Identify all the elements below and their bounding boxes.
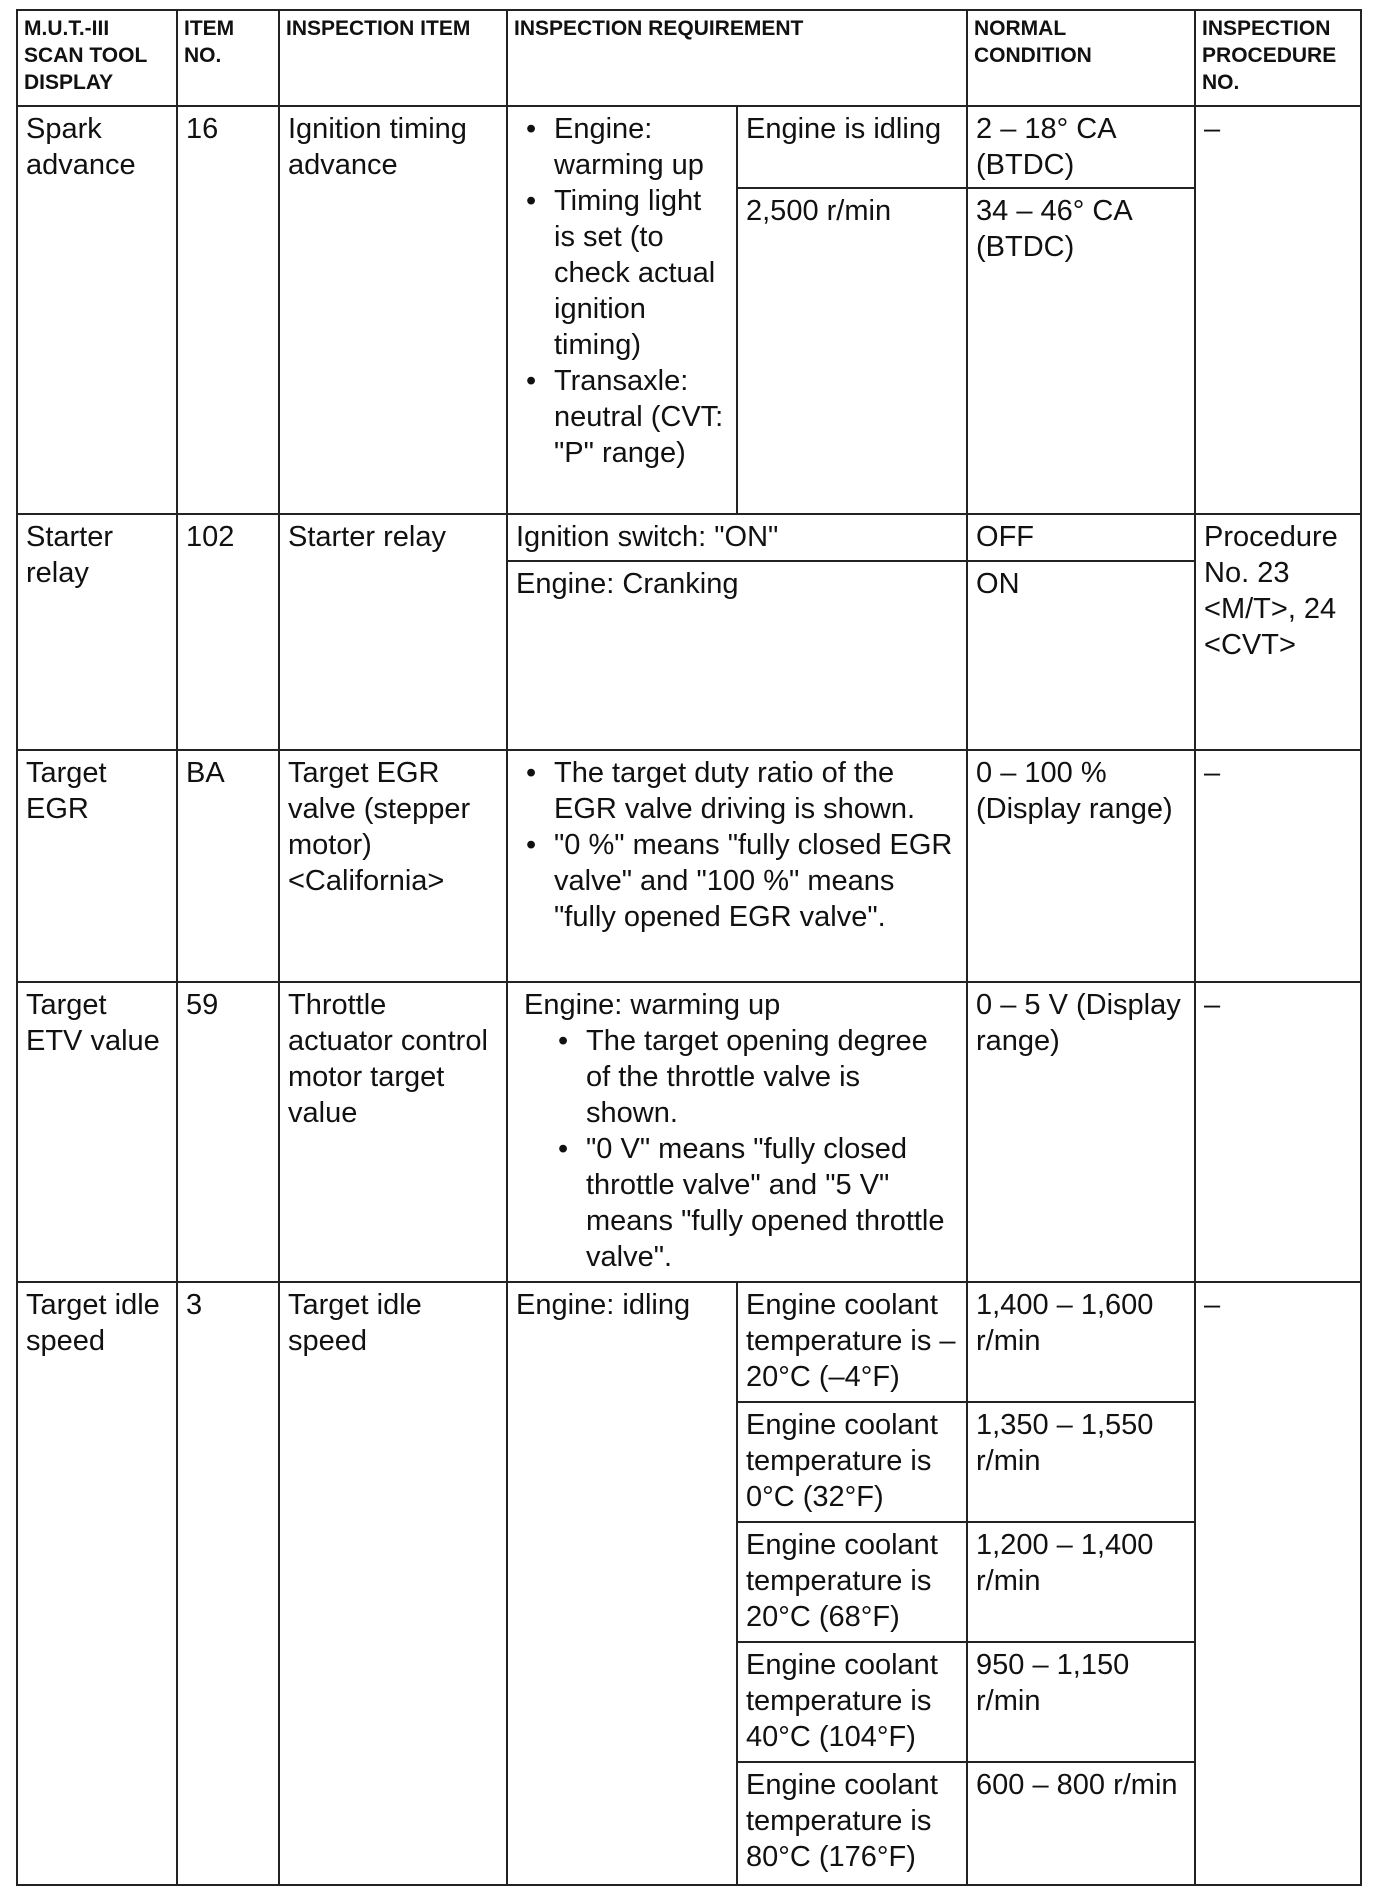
header-procedure: INSPECTION PROCEDURE NO. <box>1195 10 1361 106</box>
list-item: • The target opening degree of the throttle valve is shown. <box>586 1023 958 1131</box>
idle-requirement: Engine: idling <box>507 1282 737 1885</box>
egr-condition: 0 – 100 % (Display range) <box>967 750 1195 982</box>
table-row <box>17 514 1361 561</box>
starter-item-no: 102 <box>177 514 279 750</box>
inspection-table <box>16 9 1362 1886</box>
idle-procedure: – <box>1195 1282 1361 1885</box>
idle-display: Target idle speed <box>17 1282 177 1885</box>
egr-display: Target EGR <box>17 750 177 982</box>
header-requirement: INSPECTION REQUIREMENT <box>507 10 967 106</box>
starter-requirement-1: Ignition switch: "ON" <box>507 514 967 561</box>
egr-bullet-list <box>516 755 958 935</box>
list-item: • Engine: warming up <box>554 111 728 183</box>
header-display: M.U.T.-III SCAN TOOL DISPLAY <box>17 10 177 106</box>
spark-sub-condition-2: 2,500 r/min <box>737 188 967 514</box>
spark-requirement <box>507 106 737 514</box>
idle-item-no: 3 <box>177 1282 279 1885</box>
etv-item-no: 59 <box>177 982 279 1282</box>
spark-item-no: 16 <box>177 106 279 514</box>
list-item: • "0 V" means "fully closed throttle valve" and "5 V" means "fully opened throttle valve". <box>586 1131 958 1275</box>
idle-normal-condition: 1,350 – 1,550 r/min <box>967 1402 1195 1522</box>
idle-sub-condition: Engine coolant temperature is 20°C (68°F) <box>737 1522 967 1642</box>
etv-requirement-head: Engine: warming up <box>524 989 781 1021</box>
header-row <box>17 10 1361 106</box>
egr-requirement <box>507 750 967 982</box>
egr-item-no: BA <box>177 750 279 982</box>
etv-condition: 0 – 5 V (Display range) <box>967 982 1195 1282</box>
etv-requirement <box>507 982 967 1282</box>
idle-sub-condition: Engine coolant temperature is 80°C (176°F) <box>737 1762 967 1885</box>
spark-bullet-list <box>516 111 728 471</box>
idle-normal-condition: 950 – 1,150 r/min <box>967 1642 1195 1762</box>
starter-item: Starter relay <box>279 514 507 750</box>
idle-normal-condition: 600 – 800 r/min <box>967 1762 1195 1885</box>
header-item: INSPECTION ITEM <box>279 10 507 106</box>
starter-requirement-2: Engine: Cranking <box>507 561 967 750</box>
table-row <box>17 106 1361 188</box>
starter-procedure: Procedure No. 23 <M/T>, 24 <CVT> <box>1195 514 1361 750</box>
egr-procedure: – <box>1195 750 1361 982</box>
egr-item: Target EGR valve (stepper motor) <California> <box>279 750 507 982</box>
spark-normal-condition-2: 34 – 46° CA (BTDC) <box>967 188 1195 514</box>
list-item: • The target duty ratio of the EGR valve driving is shown. <box>554 755 958 827</box>
spark-display: Spark advance <box>17 106 177 514</box>
spark-normal-condition-1: 2 – 18° CA (BTDC) <box>967 106 1195 188</box>
idle-sub-condition: Engine coolant temperature is 0°C (32°F) <box>737 1402 967 1522</box>
spark-procedure: – <box>1195 106 1361 514</box>
etv-display: Target ETV value <box>17 982 177 1282</box>
etv-item: Throttle actuator control motor target value <box>279 982 507 1282</box>
list-item: • Transaxle: neutral (CVT: "P" range) <box>554 363 728 471</box>
starter-condition-2: ON <box>967 561 1195 750</box>
idle-sub-condition: Engine coolant temperature is 40°C (104°F) <box>737 1642 967 1762</box>
etv-procedure: – <box>1195 982 1361 1282</box>
spark-item: Ignition timing advance <box>279 106 507 514</box>
idle-normal-condition: 1,200 – 1,400 r/min <box>967 1522 1195 1642</box>
table-row <box>17 750 1361 982</box>
idle-normal-condition: 1,400 – 1,600 r/min <box>967 1282 1195 1402</box>
table-row <box>17 1282 1361 1402</box>
etv-bullet-list <box>516 1023 958 1275</box>
spark-sub-condition-1: Engine is idling <box>737 106 967 188</box>
idle-item: Target idle speed <box>279 1282 507 1885</box>
table-row <box>17 982 1361 1282</box>
starter-display: Starter relay <box>17 514 177 750</box>
header-item-no: ITEM NO. <box>177 10 279 106</box>
list-item: • "0 %" means "fully closed EGR valve" and "100 %" means "fully opened EGR valve". <box>554 827 958 935</box>
idle-sub-condition: Engine coolant temperature is –20°C (–4°F) <box>737 1282 967 1402</box>
list-item: • Timing light is set (to check actual ignition timing) <box>554 183 728 363</box>
starter-condition-1: OFF <box>967 514 1195 561</box>
header-condition: NORMAL CONDITION <box>967 10 1195 106</box>
